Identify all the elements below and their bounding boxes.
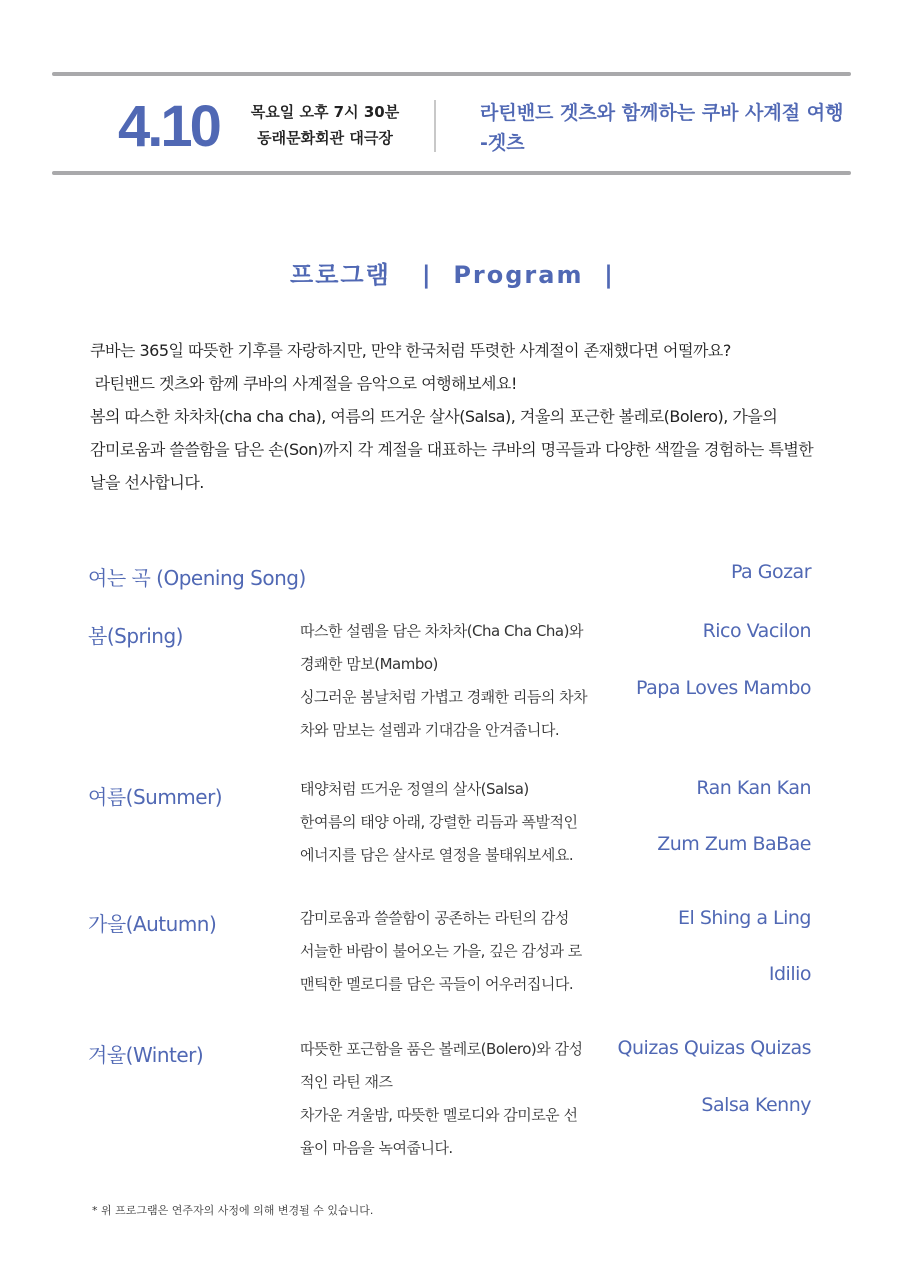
event-title bbox=[480, 98, 843, 158]
desc-line: 한여름의 태양 아래, 강렬한 리듬과 폭발적인 bbox=[300, 813, 578, 831]
song-title: Papa Loves Mambo bbox=[636, 677, 811, 699]
desc-line: 맨틱한 멜로디를 담은 곡들이 어우러집니다. bbox=[300, 975, 574, 993]
section-autumn-title: 가을(Autumn) bbox=[88, 912, 217, 936]
desc-line: 태양처럼 뜨거운 정열의 살사(Salsa) bbox=[300, 780, 529, 798]
event-venue: 동래문화회관 대극장 bbox=[257, 129, 393, 147]
section-spring-desc bbox=[300, 615, 620, 747]
desc-line: 적인 라틴 재즈 bbox=[300, 1073, 393, 1091]
song-title: Idilio bbox=[768, 963, 811, 985]
section-winter-desc bbox=[300, 1033, 620, 1165]
desc-line: 서늘한 바람이 불어오는 가을, 깊은 감성과 로 bbox=[300, 942, 582, 960]
desc-line: 차와 맘보는 설렘과 기대감을 안겨줍니다. bbox=[300, 721, 560, 739]
header-separator bbox=[434, 100, 436, 152]
section-autumn-desc bbox=[300, 902, 620, 1001]
desc-line: 따뜻한 포근함을 품은 볼레로(Bolero)와 감성 bbox=[300, 1040, 583, 1058]
desc-line: 에너지를 담은 살사로 열정을 불태워보세요. bbox=[300, 846, 574, 864]
section-spring-title: 봄(Spring) bbox=[88, 624, 183, 648]
song-title: Pa Gozar bbox=[730, 561, 811, 583]
intro-paragraph bbox=[90, 334, 850, 499]
desc-line: 감미로움과 쓸쓸함이 공존하는 라틴의 감성 bbox=[300, 909, 569, 927]
desc-line: 차가운 겨울밤, 따뜻한 멜로디와 감미로운 선 bbox=[300, 1106, 578, 1124]
event-time: 목요일 오후 7시 30분 bbox=[250, 103, 400, 121]
desc-line: 경쾌한 맘보(Mambo) bbox=[300, 655, 438, 673]
intro-line: 라틴밴드 겟츠와 함께 쿠바의 사계절을 음악으로 여행해보세요! bbox=[90, 374, 517, 393]
event-time-venue bbox=[240, 99, 410, 151]
section-summer-title: 여름(Summer) bbox=[88, 785, 223, 809]
top-divider bbox=[52, 72, 851, 76]
program-heading: 프로그램 | Program | bbox=[290, 261, 615, 289]
section-opening-title: 여는 곡 (Opening Song) bbox=[88, 566, 306, 590]
event-date: 4.10 bbox=[118, 94, 219, 159]
bottom-divider bbox=[52, 171, 851, 175]
song-title: Quizas Quizas Quizas bbox=[617, 1037, 811, 1059]
song-title: El Shing a Ling bbox=[678, 907, 811, 929]
section-summer-desc bbox=[300, 773, 620, 872]
footnote: * 위 프로그램은 연주자의 사정에 의해 변경될 수 있습니다. bbox=[92, 1204, 374, 1217]
desc-line: 따스한 설렘을 담은 차차차(Cha Cha Cha)와 bbox=[300, 622, 583, 640]
event-title-line2: -겟츠 bbox=[480, 132, 525, 154]
song-title: Zum Zum BaBae bbox=[657, 833, 811, 855]
intro-line: 쿠바는 365일 따뜻한 기후를 자랑하지만, 만약 한국처럼 뚜렷한 사계절이 존재했다면 어떨까요? bbox=[90, 341, 731, 360]
song-title: Ran Kan Kan bbox=[696, 777, 811, 799]
desc-line: 싱그러운 봄날처럼 가볍고 경쾌한 리듬의 차차 bbox=[300, 688, 588, 706]
intro-line: 감미로움과 쓸쓸함을 담은 손(Son)까지 각 계절을 대표하는 쿠바의 명곡들과 다양한 색깔을 경험하는 특별한 bbox=[90, 440, 814, 459]
song-title: Salsa Kenny bbox=[701, 1094, 811, 1116]
song-title: Rico Vacilon bbox=[702, 620, 811, 642]
desc-line: 율이 마음을 녹여줍니다. bbox=[300, 1139, 453, 1157]
intro-line: 날을 선사합니다. bbox=[90, 473, 204, 492]
intro-line: 봄의 따스한 차차차(cha cha cha), 여름의 뜨거운 살사(Salsa), 겨울의 포근한 볼레로(Bolero), 가을의 bbox=[90, 407, 778, 426]
event-title-line1: 라틴밴드 겟츠와 함께하는 쿠바 사계절 여행 bbox=[480, 102, 844, 124]
section-winter-title: 겨울(Winter) bbox=[88, 1043, 204, 1067]
